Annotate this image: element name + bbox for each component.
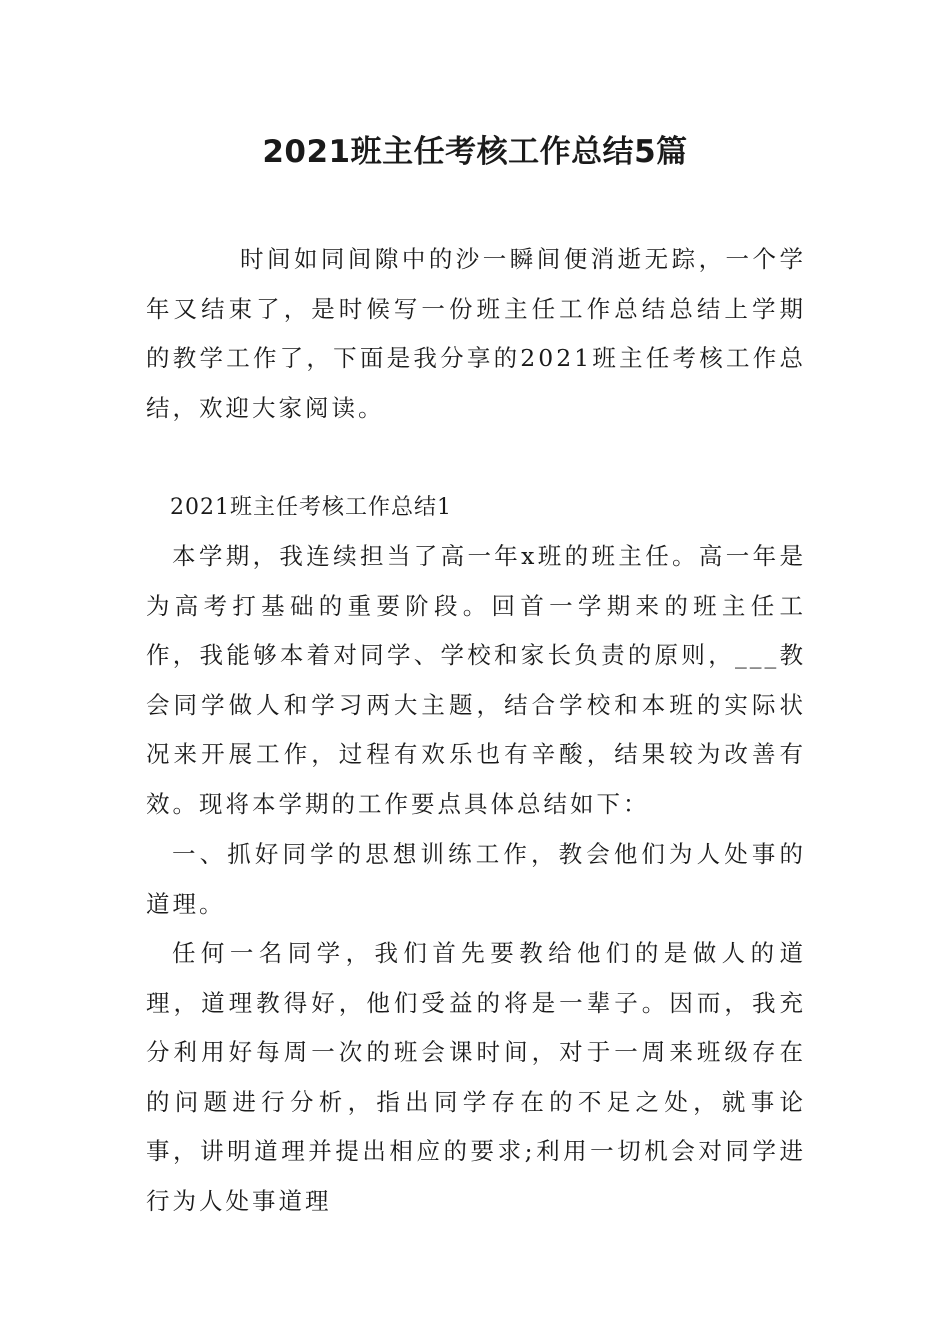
body-paragraph-3: 任何一名同学，我们首先要教给他们的是做人的道理，道理教得好，他们受益的将是一辈子。因而，我充分利用好每周一次的班会课时间，对于一周来班级存在的问题进行分析，指出同学存在的不足之处，就事论事，讲明道理并提出相应的要求;利用一切机会对同学进行为人处事道理	[146, 939, 806, 1215]
body-paragraph-2: 一、抓好同学的思想训练工作，教会他们为人处事的道理。	[146, 840, 806, 918]
intro-paragraph: 时间如同间隙中的沙一瞬间便消逝无踪，一个学年又结束了，是时候写一份班主任工作总结总结上学期的教学工作了，下面是我分享的2021班主任考核工作总结，欢迎大家阅读。	[146, 245, 806, 422]
section-heading: 2021班主任考核工作总结1	[170, 495, 452, 520]
body-paragraph-1: 本学期，我连续担当了高一年x班的班主任。高一年是为高考打基础的重要阶段。回首一学期来的班主任工作，我能够本着对同学、学校和家长负责的原则，___教会同学做人和学习两大主题，结合学校和本班的实际状况来开展工作，过程有欢乐也有辛酸，结果较为改善有效。现将本学期的工作要点具体总结如下：	[146, 542, 806, 818]
document-title: 2021班主任考核工作总结5篇	[262, 134, 688, 170]
